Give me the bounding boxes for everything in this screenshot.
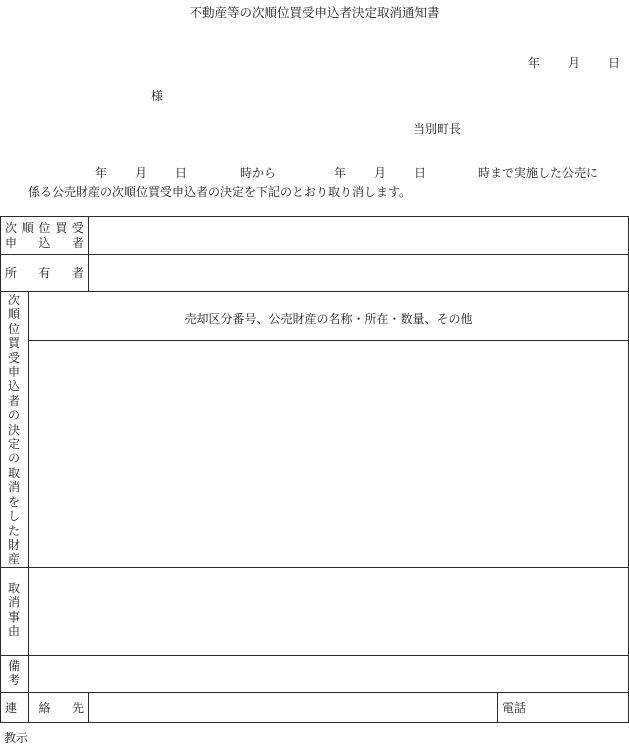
label-char: 有 (38, 266, 51, 280)
table-rule (0, 216, 1, 723)
label-char: 者 (71, 236, 84, 250)
table-rule (0, 216, 629, 217)
to-day: 日 (414, 166, 427, 180)
label-char: 位 (38, 221, 51, 235)
label-char: 込 (38, 236, 51, 250)
table-rule (497, 692, 498, 723)
issue-date-year: 年 (528, 56, 541, 70)
owner-label (5, 267, 84, 279)
issue-date-day: 日 (608, 56, 621, 70)
label-char: 者 (71, 266, 84, 280)
contact-label (5, 702, 84, 714)
to-month: 月 (374, 166, 387, 180)
from-month: 月 (135, 166, 148, 180)
phone-label: 電話 (502, 701, 527, 715)
remarks-label: 備 考 (7, 659, 20, 688)
applicant-label-line1 (5, 222, 84, 234)
instruction-heading: 教示 (4, 731, 29, 745)
table-rule (28, 291, 29, 723)
from-day: 日 (175, 166, 188, 180)
label-char: 絡 (38, 701, 51, 715)
table-rule (0, 291, 629, 292)
property-label: 次 順 位 買 受 申 込 者 の 決 定 の 取 消 を し た 財 産 (7, 293, 20, 567)
notice-table (0, 216, 629, 723)
to-time: 時まで実施した公売に (478, 166, 599, 180)
label-char: 受 (71, 221, 84, 235)
label-char: 先 (71, 701, 84, 715)
from-time: 時から (240, 166, 277, 180)
table-rule (88, 216, 89, 292)
table-rule (0, 692, 629, 693)
property-header: 売却区分番号、公売財産の名称・所在・数量、その他 (184, 312, 473, 326)
reason-label: 取 消 事 由 (7, 581, 20, 639)
table-rule (0, 567, 629, 568)
from-year: 年 (95, 166, 108, 180)
table-rule (88, 692, 89, 723)
notice-body-line2: 係る公売財産の次順位買受申込者の決定を下記のとおり取り消します。 (28, 185, 412, 199)
label-char: 買 (55, 221, 68, 235)
issuer-name: 当別町長 (413, 122, 462, 136)
label-char: 次 (5, 221, 18, 235)
to-year: 年 (334, 166, 347, 180)
table-rule (0, 655, 629, 656)
applicant-label-line2 (5, 237, 84, 249)
label-char: 所 (5, 266, 18, 280)
document-title: 不動産等の次順位買受申込者決定取消通知書 (189, 5, 440, 20)
label-char: 連 (5, 701, 18, 715)
addressee-suffix: 様 (151, 89, 164, 103)
label-char: 申 (5, 236, 18, 250)
issue-date-month: 月 (568, 56, 581, 70)
table-rule (0, 254, 629, 255)
table-rule (0, 722, 629, 723)
table-rule (28, 340, 629, 341)
label-char: 順 (21, 221, 34, 235)
